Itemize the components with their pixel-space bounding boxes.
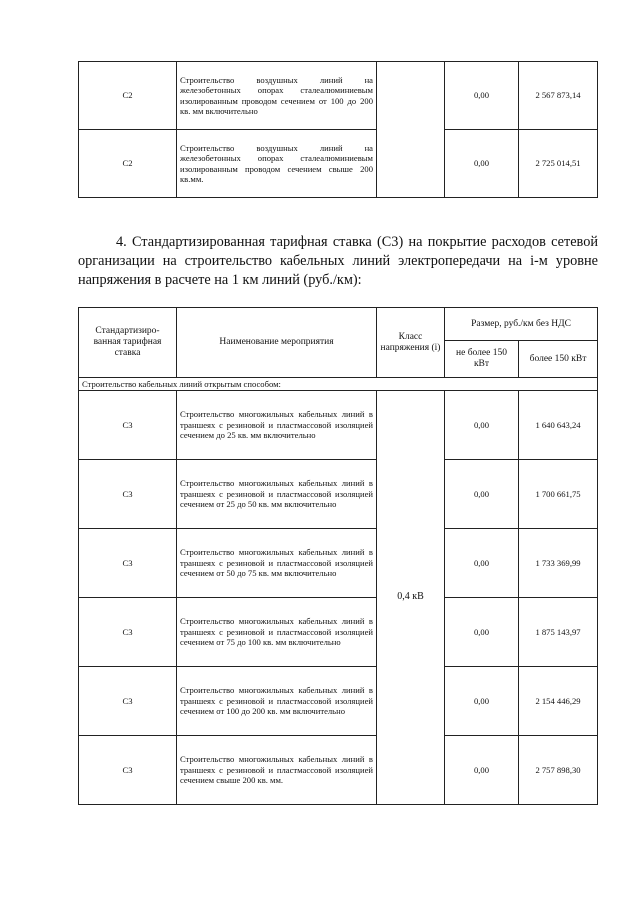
section-title: Строительство кабельных линий открытым способом: [79, 378, 598, 391]
activity-name-cell: Строительство многожильных кабельных линий в траншеях с резиновой и пластмассовой изоляцией сечением свыше 200 кв. мм. [177, 736, 377, 805]
value-gt150-cell: 1 733 369,99 [519, 529, 598, 598]
activity-name-cell: Строительство многожильных кабельных линий в траншеях с резиновой и пластмассовой изоляцией сечением от 75 до 100 кв. мм включительно [177, 598, 377, 667]
section-title-row [79, 378, 598, 391]
value-gt150-cell: 1 875 143,97 [519, 598, 598, 667]
c3-rates-table [78, 307, 598, 805]
value-gt150-cell: 2 757 898,30 [519, 736, 598, 805]
c2-rates-table [78, 61, 598, 198]
activity-name-cell: Строительство многожильных кабельных линий в траншеях с резиновой и пластмассовой изоляцией сечением от 50 до 75 кв. мм включительно [177, 529, 377, 598]
rate-cell: С3 [79, 667, 177, 736]
rate-cell: С3 [79, 529, 177, 598]
header-activity-name: Наименование мероприятия [177, 308, 377, 378]
rate-cell: С2 [79, 130, 177, 198]
activity-name-cell: Строительство многожильных кабельных линий в траншеях с резиновой и пластмассовой изоляцией сечением от 25 до 50 кв. мм включительно [177, 460, 377, 529]
activity-name-cell: Строительство многожильных кабельных линий в траншеях с резиновой и пластмассовой изоляцией сечением до 25 кв. мм включительно [177, 391, 377, 460]
header-size: Размер, руб./км без НДС [445, 308, 598, 341]
table-row [79, 62, 598, 130]
voltage-class-cell [377, 62, 445, 198]
table-row [79, 460, 598, 529]
value-gt150-cell: 1 700 661,75 [519, 460, 598, 529]
activity-name-cell: Строительство воздушных линий на железобетонных опорах сталеалюминиевым изолированным проводом сечением свыше 200 кв.мм. [177, 130, 377, 198]
activity-name-cell: Строительство воздушных линий на железобетонных опорах сталеалюминиевым изолированным проводом сечением от 100 до 200 кв. мм включительно [177, 62, 377, 130]
voltage-class-cell: 0,4 кВ [377, 391, 445, 805]
value-le150-cell: 0,00 [445, 667, 519, 736]
value-gt150-cell: 2 154 446,29 [519, 667, 598, 736]
value-le150-cell: 0,00 [445, 529, 519, 598]
value-le150-cell: 0,00 [445, 62, 519, 130]
value-gt150-cell: 2 567 873,14 [519, 62, 598, 130]
rate-cell: С3 [79, 736, 177, 805]
table-row [79, 598, 598, 667]
value-le150-cell: 0,00 [445, 130, 519, 198]
activity-name-cell: Строительство многожильных кабельных линий в траншеях с резиновой и пластмассовой изоляцией сечением от 100 до 200 кв. мм включительно [177, 667, 377, 736]
table-row [79, 667, 598, 736]
value-gt150-cell: 1 640 643,24 [519, 391, 598, 460]
header-rate: Стандартизиро-ванная тарифная ставка [79, 308, 177, 378]
rate-cell: С3 [79, 391, 177, 460]
header-le150: не более 150 кВт [445, 341, 519, 378]
table-row [79, 529, 598, 598]
table-row [79, 391, 598, 460]
table-row [79, 736, 598, 805]
value-gt150-cell: 2 725 014,51 [519, 130, 598, 198]
table-header-row [79, 308, 598, 341]
header-voltage-class: Класс напряжения (i) [377, 308, 445, 378]
value-le150-cell: 0,00 [445, 598, 519, 667]
rate-cell: С2 [79, 62, 177, 130]
value-le150-cell: 0,00 [445, 391, 519, 460]
table-row [79, 130, 598, 198]
value-le150-cell: 0,00 [445, 460, 519, 529]
value-le150-cell: 0,00 [445, 736, 519, 805]
header-gt150: более 150 кВт [519, 341, 598, 378]
rate-cell: С3 [79, 460, 177, 529]
section-4-paragraph: 4. Стандартизированная тарифная ставка (С3) на покрытие расходов сетевой организации на строительство кабельных линий электропередачи на i-м уровне напряжения в расчете на 1 км линий (руб./км): [78, 234, 598, 288]
rate-cell: С3 [79, 598, 177, 667]
